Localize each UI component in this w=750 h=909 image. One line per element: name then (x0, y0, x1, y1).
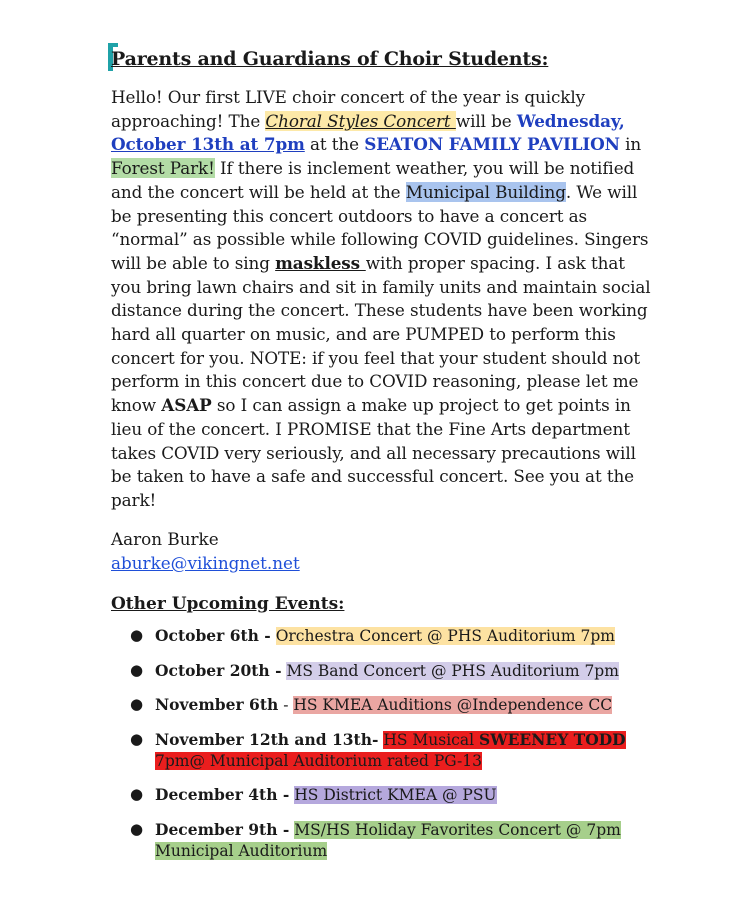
signature-block (111, 527, 300, 575)
event-date: December 9th - (155, 819, 290, 839)
concert-day: Wednesday, (516, 110, 625, 131)
asap-emphasis: ASAP (161, 395, 212, 416)
bullet-icon: ● (130, 695, 144, 713)
event-description: MS/HS Holiday Favorites Concert @ 7pm Municipal Auditorium (155, 820, 621, 860)
bullet-icon: ● (130, 660, 144, 679)
event-item (130, 694, 650, 716)
bullet-icon: ● (130, 626, 144, 644)
maskless-emphasis: maskless (275, 252, 366, 273)
body-text-4: in (619, 134, 642, 155)
body-text-7: with proper spacing. I ask that you bring lawn chairs and sit in family units and maintain social distance during the concert. These students have been working hard all quarter on music, and are PUMPED to perform this concert for you. NOTE: if you feel that your student should not perform in this concert due to COVID reasoning, please let me know (111, 252, 651, 416)
body-text-1: Hello! Our first LIVE choir concert of the year is quickly approaching! The (111, 87, 586, 131)
event-item (130, 660, 650, 682)
signature-email-link[interactable]: aburke@vikingnet.net (111, 553, 300, 573)
bullet-icon: ● (130, 785, 144, 803)
bullet-icon: ● (130, 819, 144, 838)
concert-date-time: October 13th at 7pm (111, 134, 305, 155)
event-description: Orchestra Concert @ PHS Auditorium 7pm (275, 627, 615, 645)
alternate-venue: Municipal Building (405, 181, 566, 202)
event-separator: - (278, 696, 294, 714)
event-date: November 12th and 13th- (155, 729, 379, 749)
event-description-part: HS Musical (383, 730, 479, 749)
event-date: December 4th - (155, 785, 290, 804)
event-date: October 6th - (155, 626, 271, 645)
event-date: October 20th - (155, 660, 282, 680)
body-text-5: If there is inclement weather, you will be notified and the concert will be held at the (111, 158, 635, 202)
event-description: HS KMEA Auditions @Independence CC (293, 696, 613, 714)
event-item (130, 625, 650, 647)
letter-title: Parents and Guardians of Choir Students: (111, 48, 549, 70)
event-item (130, 729, 650, 772)
musical-title: SWEENEY TODD (479, 729, 626, 749)
body-text-8: so I can assign a make up project to get points in lieu of the concert. I PROMISE that the Fine Arts department takes COVID very seriously, and all necessary precautions will be taken to have a safe and successful concert. See you at the park! (111, 395, 636, 510)
body-text-2: will be (455, 110, 517, 131)
event-description: HS District KMEA @ PSU (294, 786, 497, 804)
letter-body (111, 86, 651, 513)
bullet-icon: ● (130, 729, 144, 748)
concert-park: Forest Park! (111, 158, 215, 179)
body-text-6: . We will be presenting this concert outdoors to have a concert as “normal” as possible while following COVID guidelines. Singers will be able to sing (111, 181, 649, 273)
signature-name: Aaron Burke (111, 529, 219, 549)
event-item (130, 819, 650, 862)
event-date: November 6th (155, 695, 279, 714)
concert-name: Choral Styles Concert (265, 110, 456, 131)
event-separator (271, 627, 276, 645)
body-text-3: at the (304, 134, 365, 155)
event-description: MS Band Concert @ PHS Auditorium 7pm (286, 661, 619, 680)
concert-venue: SEATON FAMILY PAVILION (364, 134, 620, 155)
event-item (130, 784, 650, 806)
events-list (130, 625, 650, 874)
events-heading: Other Upcoming Events: (111, 594, 345, 614)
event-description-part: 7pm@ Municipal Auditorium rated PG-13 (155, 751, 482, 770)
